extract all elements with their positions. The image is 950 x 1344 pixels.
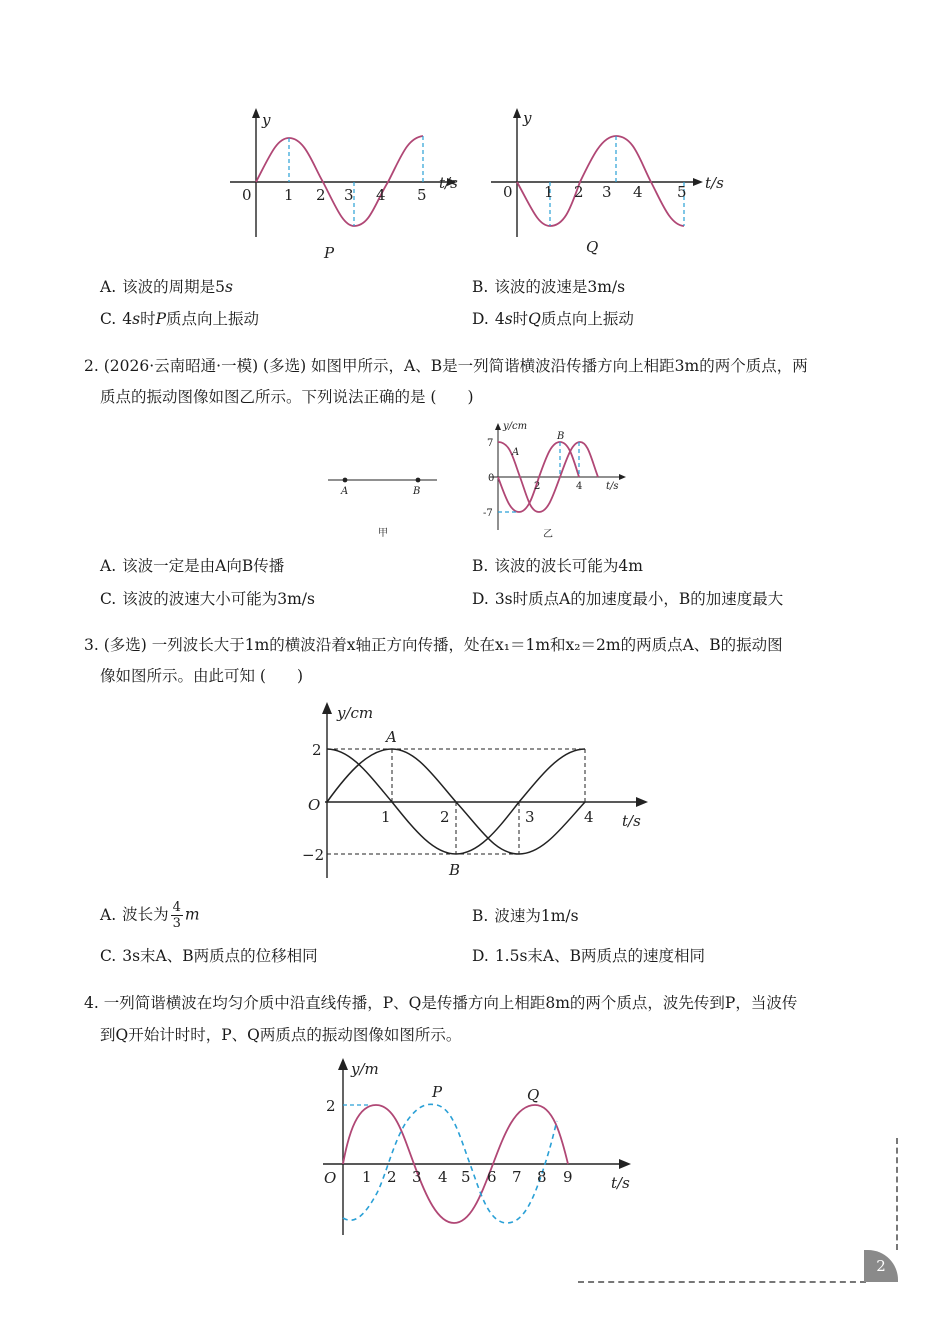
q4-label-q: Q — [527, 1086, 540, 1104]
q3-y-top: 2 — [312, 741, 322, 759]
q2-label-b: B — [557, 431, 565, 442]
corner-horizontal-dash — [578, 1281, 866, 1283]
q2-option-b[interactable]: B. 该波的波长可能为4m — [472, 557, 643, 575]
q1-option-b[interactable]: B. 该波的波速是3m/s — [472, 278, 626, 296]
q4-stem-line2: 到Q开始计时时，P、Q两质点的振动图像如图所示。 — [100, 1026, 462, 1044]
fig1-p-tick-0: 0 — [242, 186, 252, 204]
page-number: 2 — [864, 1250, 898, 1282]
q4-t-tick-2: 2 — [387, 1168, 397, 1186]
q2-option-c[interactable]: C. 该波的波速大小可能为3m/s — [100, 590, 315, 608]
q3-stem-line2: 像如图所示。由此可知 ( ) — [100, 667, 304, 685]
q2-origin: 0 — [488, 473, 495, 484]
q2-figure-left — [325, 465, 445, 545]
q3-option-a[interactable]: A. 波长为 $\frac{4}{3}$ m — [100, 900, 200, 931]
figure-q-graph — [486, 105, 736, 265]
fig1-p-tick-4: 4 — [376, 186, 386, 204]
fig1-p-tick-2: 2 — [316, 186, 326, 204]
q2-t-tick-2: 2 — [534, 481, 541, 492]
q4-origin: O — [324, 1169, 337, 1187]
q2-figure-right — [480, 418, 630, 543]
q3-t-tick-3: 3 — [525, 808, 535, 826]
fig1-p-tick-3: 3 — [344, 186, 354, 204]
q2-stem-line1: 2. (2026·云南昭通·一模) (多选) 如图甲所示，A、B是一列简谐横波沿传播方向上相距3m的两个质点，两 — [84, 357, 808, 375]
q4-label-p: P — [432, 1083, 443, 1101]
q2-y-bottom: -7 — [483, 508, 493, 519]
q4-axis-t: t/s — [611, 1174, 630, 1192]
q4-t-tick-4: 4 — [438, 1168, 448, 1186]
q3-t-tick-2: 2 — [440, 808, 450, 826]
q1-option-a[interactable]: A. 该波的周期是5s — [100, 278, 233, 296]
q4-t-tick-3: 3 — [412, 1168, 422, 1186]
q2-option-a[interactable]: A. 该波一定是由A向B传播 — [100, 557, 285, 575]
fig1-p-axis-y: y — [262, 111, 271, 129]
fig1-p-label: P — [324, 244, 335, 262]
q3-option-d[interactable]: D. 1.5s末A、B两质点的速度相同 — [472, 947, 706, 965]
q3-label-a: A — [386, 728, 397, 746]
q4-t-tick-9: 9 — [563, 1168, 573, 1186]
q2-point-a: A — [341, 486, 349, 497]
q3-y-bottom: −2 — [302, 846, 325, 864]
q3-option-c[interactable]: C. 3s末A、B两质点的位移相同 — [100, 947, 318, 965]
q3-t-tick-4: 4 — [584, 808, 594, 826]
fig1-q-axis-t: t/s — [705, 174, 724, 192]
q3-figure — [295, 698, 665, 883]
q4-figure — [315, 1055, 645, 1240]
fig1-q-tick-5: 5 — [677, 183, 687, 201]
fig1-q-label: Q — [586, 238, 599, 256]
q3-t-tick-1: 1 — [381, 808, 391, 826]
q2-caption-right: 乙 — [543, 529, 553, 540]
q3-stem-line1: 3. (多选) 一列波长大于1m的横波沿着x轴正方向传播，处在x₁＝1m和x₂＝2m的两质点A、B的振动图 — [84, 636, 783, 654]
fig1-q-tick-3: 3 — [602, 183, 612, 201]
fig1-q-axis-y: y — [523, 109, 532, 127]
q2-stem-line2: 质点的振动图像如图乙所示。下列说法正确的是 ( ) — [100, 388, 474, 406]
q4-axis-y: y/m — [351, 1060, 379, 1078]
fig1-q-tick-1: 1 — [544, 183, 554, 201]
q3-axis-t: t/s — [622, 812, 641, 830]
fig1-p-axis-t: t/s — [439, 174, 458, 192]
q2-y-top: 7 — [487, 438, 494, 449]
q3-option-b[interactable]: B. 波速为1m/s — [472, 907, 579, 925]
fig1-q-tick-2: 2 — [574, 183, 584, 201]
q4-t-tick-6: 6 — [487, 1168, 497, 1186]
q2-axis-t: t/s — [606, 481, 619, 492]
figure-p-graph — [225, 105, 475, 265]
q2-option-d[interactable]: D. 3s时质点A的加速度最小，B的加速度最大 — [472, 590, 784, 608]
q3-origin: O — [308, 796, 321, 814]
q2-axis-y: y/cm — [503, 421, 528, 432]
q4-stem-line1: 4. 一列简谐横波在均匀介质中沿直线传播，P、Q是传播方向上相距8m的两个质点，波先传到P，当波传 — [84, 994, 798, 1012]
fig1-q-tick-0: 0 — [503, 183, 513, 201]
fig1-q-tick-4: 4 — [633, 183, 643, 201]
q3-axis-y: y/cm — [337, 704, 374, 722]
q3-label-b: B — [449, 861, 461, 879]
q2-label-a: A — [512, 447, 520, 458]
q4-t-tick-7: 7 — [512, 1168, 522, 1186]
fig1-p-tick-5: 5 — [417, 186, 427, 204]
q2-caption-left: 甲 — [378, 528, 388, 539]
q1-option-c[interactable]: C. 4s时P质点向上振动 — [100, 310, 260, 328]
q4-t-tick-1: 1 — [362, 1168, 372, 1186]
q4-t-tick-8: 8 — [537, 1168, 547, 1186]
corner-vertical-dash — [896, 1138, 898, 1250]
q2-t-tick-4: 4 — [576, 481, 583, 492]
q3-fraction: $\frac{4}{3}$ — [172, 900, 181, 931]
fig1-p-tick-1: 1 — [284, 186, 294, 204]
q4-t-tick-5: 5 — [461, 1168, 471, 1186]
q4-y-top: 2 — [326, 1097, 336, 1115]
q1-option-d[interactable]: D. 4s时Q质点向上振动 — [472, 310, 634, 328]
q2-point-b: B — [413, 486, 421, 497]
